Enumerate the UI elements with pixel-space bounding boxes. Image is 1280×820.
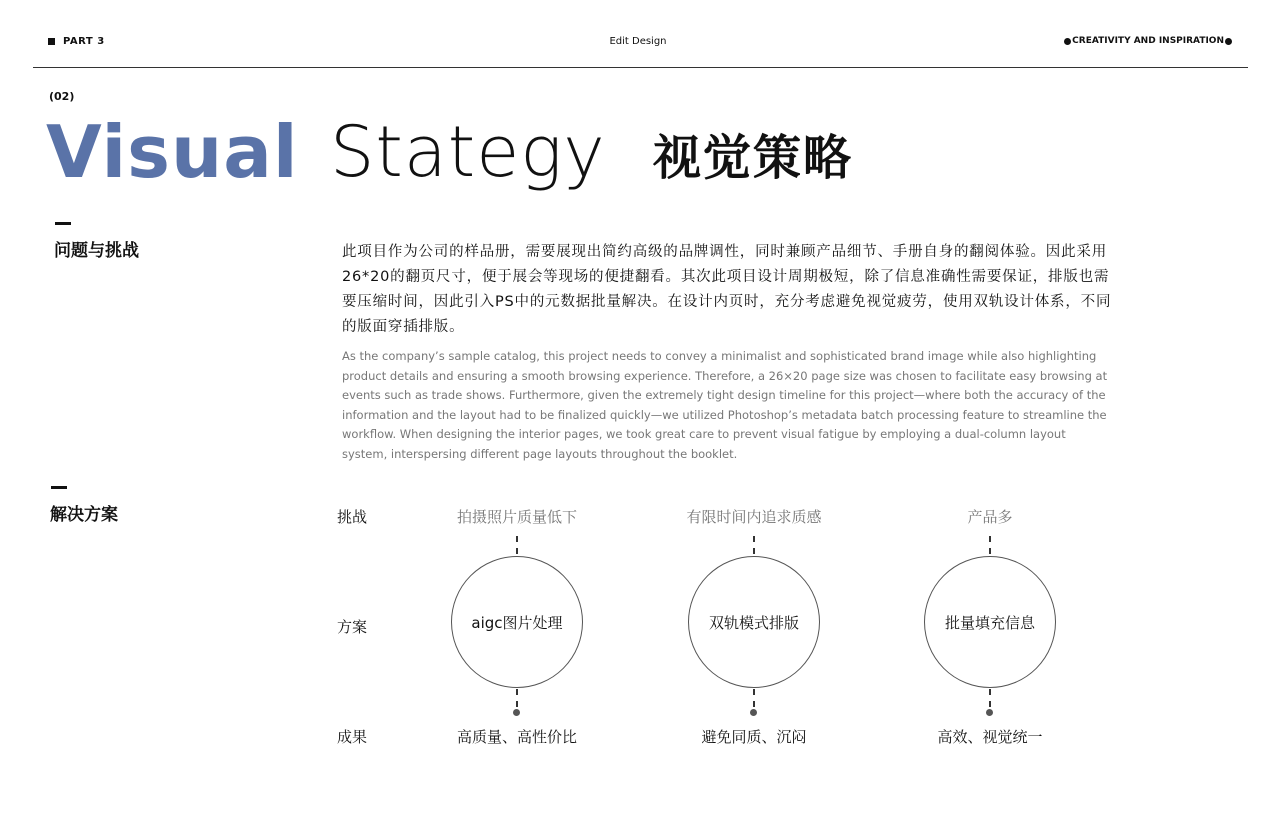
solution-label: 解决方案 [50,505,118,525]
problem-text-en: As the company’s sample catalog, this project needs to convey a minimalist and sophisticated brand image while also highlighting product details and ensuring a smooth browsing experience. Therefore, a 26×20 page size was chosen to facilitate easy browsing at events such as trade shows. Furthermore, given the extremely tight design timeline for this project—where both the accuracy of the information and the layout had to be finalized quickly—we utilized Photoshop’s metadata batch processing feature to streamline the workflow. When designing the interior pages, we took great care to prevent visual fatigue by employing a dual-column layout system, interspersing different page layouts throughout the booklet. [342,349,1108,461]
plan-circle [451,556,583,688]
plan-item: aigc图片处理 [471,613,563,632]
connector-line [753,689,755,707]
connector-line [989,536,991,554]
challenge-item: 产品多 [967,508,1013,526]
plan-item: 双轨模式排版 [708,613,799,632]
row-label-result: 成果 [337,728,368,746]
connector-dot [750,709,757,716]
connector-dot [513,709,520,716]
title-chinese: 视觉策略 [653,130,854,186]
result-item: 高效、视觉统一 [937,728,1043,746]
header-divider [33,67,1248,68]
header-right-label [1064,36,1232,46]
connector-dot [986,709,993,716]
header-right-text: CREATIVITY AND INSPIRATION [1072,36,1224,46]
connector-line [516,536,518,554]
header-center-title: Edit Design [609,36,667,47]
title-strategy: Stategy [330,111,606,193]
part-text: PART 3 [63,36,105,47]
result-item: 避免同质、沉闷 [701,728,807,746]
plan-item: 批量填充信息 [944,613,1035,632]
challenge-item: 拍摄照片质量低下 [456,508,577,526]
section-dash [55,222,71,225]
dot-icon [1064,38,1071,45]
part-label [48,36,105,47]
section-number: (02) [49,90,75,103]
challenge-item: 有限时间内追求质感 [686,508,822,526]
row-label-challenge: 挑战 [337,508,368,526]
connector-line [989,689,991,707]
connector-line [753,536,755,554]
plan-circle [924,556,1056,688]
problem-label: 问题与挑战 [54,241,139,261]
square-icon [48,38,55,45]
title-visual: Visual [46,110,299,194]
dot-icon [1225,38,1232,45]
connector-line [516,689,518,707]
problem-text-cn: 此项目作为公司的样品册，需要展现出简约高级的品牌调性，同时兼顾产品细节、手册自身的翻阅体验。因此采用26*20的翻页尺寸，便于展会等现场的便捷翻看。其次此项目设计周期极短，除了信息准确性需要保证，排版也需要压缩时间，因此引入PS中的元数据批量解决。在设计内页时，充分考虑避免视觉疲劳，使用双轨设计体系，不同的版面穿插排版。 [342,244,1112,335]
plan-circle [688,556,820,688]
section-dash [51,486,67,489]
row-label-plan: 方案 [337,618,368,636]
result-item: 高质量、高性价比 [456,728,577,746]
